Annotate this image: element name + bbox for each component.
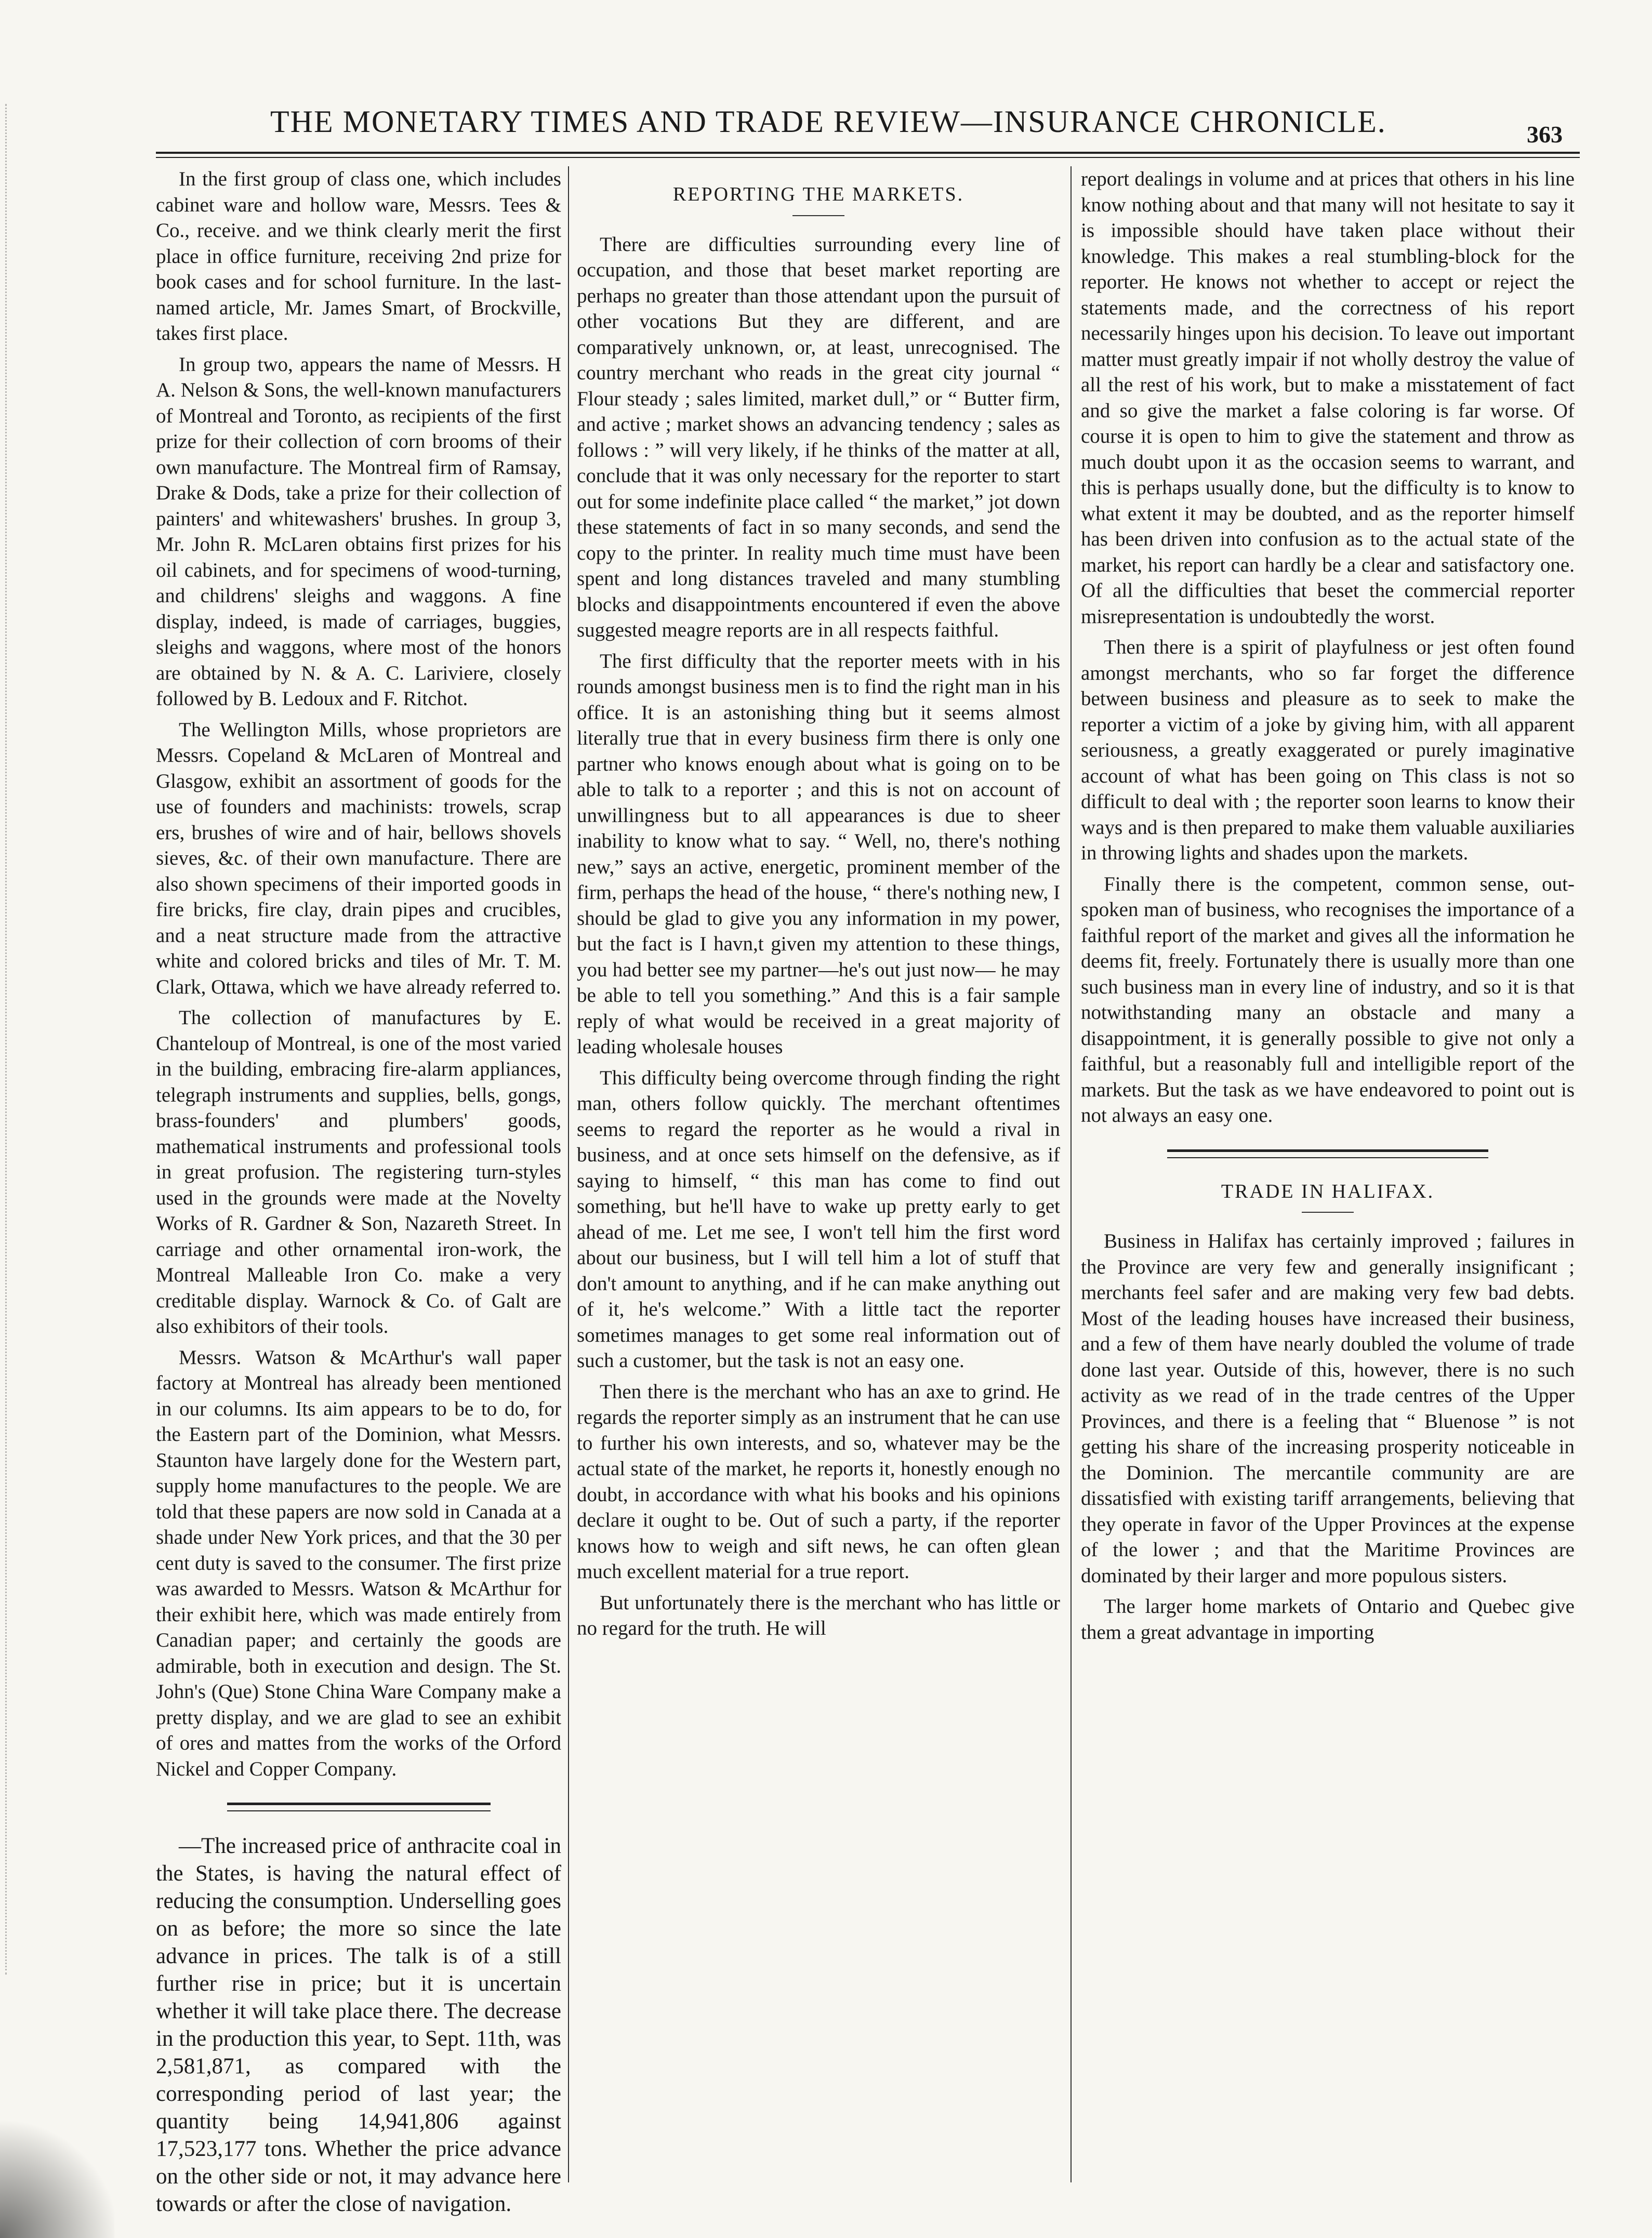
article-paragraph: Then there is the merchant who has an axe to grind. He regards the reporter simply as an instrument that he can use to further his own interests, and so, whatever may be the actual state of the market, he reports it, honestly enough no doubt, in accordance with what his books and his opinions declare it ought to be. Out of such a party, if the reporter knows how to weigh and sift news, he can often glean much excellent material for a true report. <box>577 1380 1060 1583</box>
article-paragraph: report dealings in volume and at prices that others in his line know nothing about and that many will not hesitate to say it is impossible should have taken place without their knowledge. This makes a real stumbling-block for the reporter. He knows not whether to accept or reject the statements made, and the correctness of his report necessarily hinges upon his decision. To leave out important matter must greatly impair if not wholly destroy the value of all the rest of his work, but to make a misstatement of fact and so give the market a false coloring is far worse. Of course it is open to him to give the statement and throw as much doubt upon it as the occasion seems to warrant, and this is perhaps usually done, but the difficulty is to know to what extent it may be doubted, and as the reporter himself has been driven into confusion as to the actual state of the market, his report can hardly be a clear and satisfactory one. Of all the difficulties that beset the commercial reporter misrepresentation is undoubtedly the worst. <box>1081 168 1575 628</box>
article-paragraph: Business in Halifax has certainly improved ; failures in the Province are very few and generally insignificant ; merchants feel safer and are making very few bad debts. Most of the leading houses have increased their business, and a few of them have nearly doubled the volume of trade done last year. Outside of this, however, there is no such activity as we read of in the trade centres of the Upper Provinces, and there is a feeling that “ Bluenose ” is not getting his share of the increasing prosperity noticeable in the Dominion. The mercantile community are are dissatisfied with existing tariff arrangements, believing that they operate in favor of the Upper Provinces at the expense of the lower ; and that the Maritime Provinces are dominated by their larger and more populous sisters. <box>1081 1230 1575 1587</box>
page-header-title: THE MONETARY TIMES AND TRADE REVIEW—INSURANCE CHRONICLE. <box>270 104 1386 139</box>
exhibition-paragraph: The Wellington Mills, whose proprietors are Messrs. Copeland & McLaren of Montreal and Glasgow, exhibit an assortment of goods for the use of founders and machinists: trowels, scrap ers, brushes of wire and of hair, bellows shovels sieves, &c. of their own manufacture. There are also shown specimens of their imported goods in fire bricks, fire clay, drain pipes and crucibles, and a neat structure made from the attractive white and colored bricks and tiles of Mr. T. M. Clark, Ottawa, which we have already referred to. <box>156 718 561 998</box>
headline-rule <box>1302 1212 1354 1213</box>
header-rule-thin <box>156 157 1580 158</box>
binding-edge <box>5 104 22 1975</box>
article-paragraph: This difficulty being overcome through finding the right man, others follow quickly. The merchant oftentimes seems to regard the reporter as he would a rival in business, and at once sets himself on the defensive, as if saying to himself, “ this man has come to find out something, but he'll have to wake up pretty early to get ahead of me. Let me see, I won't tell him the first word about our business, but I will tell him a lot of stuff that don't amount to anything, and if he can make anything out of it, he's welcome.” With a little tact the reporter sometimes manages to get some real information out of such a customer, but the task is not an easy one. <box>577 1066 1060 1372</box>
exhibition-paragraph: In group two, appears the name of Messrs. H A. Nelson & Sons, the well-known manufacturers of Montreal and Toronto, as recipients of the first prize for their collection of corn brooms of their own manufacture. The Montreal firm of Ramsay, Drake & Dods, take a prize for their collection of painters' and whitewashers' brushes. In group 3, Mr. John R. McLaren obtains first prizes for his oil cabinets, and for specimens of wood-turning, and childrens' sleighs and waggons. A fine display, indeed, is made of carriages, buggies, sleighs and waggons, where most of the honors are obtained by N. & A. C. Lariviere, closely followed by B. Ledoux and F. Ritchot. <box>156 353 561 710</box>
article-paragraph: The first difficulty that the reporter meets with in his rounds amongst business men is to find the right man in his office. It is an astonishing thing but it seems almost literally true that in every business firm there is only one partner who knows enough about what is going on to be able to talk to a reporter ; and this is not on account of unwillingness but to all appearances is due to sheer inability to know what to say. “ Well, no, there's nothing new,” says an active, energetic, prominent member of the firm, perhaps the head of the house, “ there's nothing new, I should be glad to give you any information in my power, but the fact is I havn,t given my attention to these things, you had better see my partner—he's out just now— he may be able to tell you something.” And this is a fair sample reply of what would be received in a great majority of leading wholesale houses <box>577 650 1060 1058</box>
article-paragraph: The larger home markets of Ontario and Quebec give them a great advantage in importing <box>1081 1595 1575 1644</box>
article-paragraph: But unfortunately there is the merchant who has little or no regard for the truth. He will <box>577 1591 1060 1639</box>
header-rule <box>156 152 1580 154</box>
article-paragraph: Finally there is the competent, common sense, out-spoken man of business, who recognises the importance of a faithful report of the market and gives all the information he deems fit, freely. Fortunately there is usually more than one such business man in every line of industry, and so it is that notwithstanding many an obstacle and many a disappointment, it is generally possible to give not only a faithful, but a reasonably full and intelligible report of the markets. But the task as we have endeavored to point out is not always an easy one. <box>1081 872 1575 1127</box>
article-paragraph: Then there is a spirit of playfulness or jest often found amongst merchants, who so far forget the difference between business and pleasure as to seek to make the reporter a victim of a joke by giving him, with all apparent seriousness, a greatly exaggerated or purely imaginative account of what has been going on This class is not so difficult to deal with ; the reporter soon learns to know their ways and is then prepared to make them valuable auxiliaries in throwing lights and shades upon the markets. <box>1081 636 1575 864</box>
headline-rule <box>792 215 844 216</box>
section-separator <box>1167 1149 1488 1158</box>
article-headline-halifax: TRADE IN HALIFAX. <box>1221 1180 1435 1202</box>
page-number: 363 <box>1527 121 1563 148</box>
column-divider-2 <box>1071 166 1072 2182</box>
column-2 <box>577 166 1060 1647</box>
article-headline-reporting: REPORTING THE MARKETS. <box>672 183 964 205</box>
column-1 <box>156 166 561 2223</box>
column-divider-1 <box>568 166 569 2182</box>
column-3 <box>1081 166 1575 1650</box>
exhibition-paragraph: Messrs. Watson & McArthur's wall paper factory at Montreal has already been mentioned in our columns. Its aim appears to be to do, for the Eastern part of the Dominion, what Messrs. Staunton have largely done for the Western part, supply home manufactures to the people. We are told that these papers are now sold in Canada at a shade under New York prices, and that the 30 per cent duty is saved to the consumer. The first prize was awarded to Messrs. Watson & McArthur for their exhibit here, which was made entirely from Canadian paper; and certainly the goods are admirable, both in execution and design. The St. John's (Que) Stone China Ware Company make a pretty display, and we are glad to see an exhibit of ores and mattes from the works of the Orford Nickel and Copper Company. <box>156 1346 561 1780</box>
exhibition-paragraph: The collection of manufactures by E. Chanteloup of Montreal, is one of the most varied in the building, embracing fire-alarm appliances, telegraph instruments and supplies, bells, gongs, brass-founders' and plumbers' goods, mathematical instruments and professional tools in great profusion. The registering turn-styles used in the grounds were made at the Novelty Works of R. Gardner & Son, Nazareth Street. In carriage and other ornamental iron-work, the Montreal Malleable Iron Co. make a very creditable display. Warnock & Co. of Galt are also exhibitors of their tools. <box>156 1007 561 1337</box>
article-paragraph: There are difficulties surrounding every line of occupation, and those that beset market reporting are perhaps no greater than those attendant upon the pursuit of other vocations But they are different, and are comparatively unknown, or, at least, unrecognised. The country merchant who reads in the great city journal “ Flour steady ; sales limited, market dull,” or “ Butter firm, and active ; market shows an advancing tendency ; sales as follows : ” will very likely, if he thinks of the matter at all, conclude that it was only necessary for the reporter to start out for some indefinite place called “ the market,” jot down these statements of fact in so many seconds, and send the copy to the printer. In reality much time must have been spent and long distances traveled and many stumbling blocks and disappointments encountered if even the above suggested meagre reports are in all respects faithful. <box>577 233 1060 641</box>
exhibition-paragraph: In the first group of class one, which includes cabinet ware and hollow ware, Messrs. Tees & Co., receive. and we think clearly merit the first place in office furniture, receiving 2nd prize for book cases and for school furniture. In the last-named article, Mr. James Smart, of Brockville, takes first place. <box>156 168 561 345</box>
scan-shadow <box>0 2113 114 2238</box>
coal-note-paragraph: —The increased price of anthracite coal in the States, is having the natural effect of reducing the consumption. Underselling goes on as before; the more so since the late advance in prices. The talk is of a still further rise in price; but it is uncertain whether it will take place there. The decrease in the production this year, to Sept. 11th, was 2,581,871, as compared with the corresponding period of last year; the quantity being 14,941,806 against 17,523,177 tons. Whether the price advance on the other side or not, it may advance here towards or after the close of navigation. <box>156 1834 561 2216</box>
section-separator <box>227 1803 491 1811</box>
